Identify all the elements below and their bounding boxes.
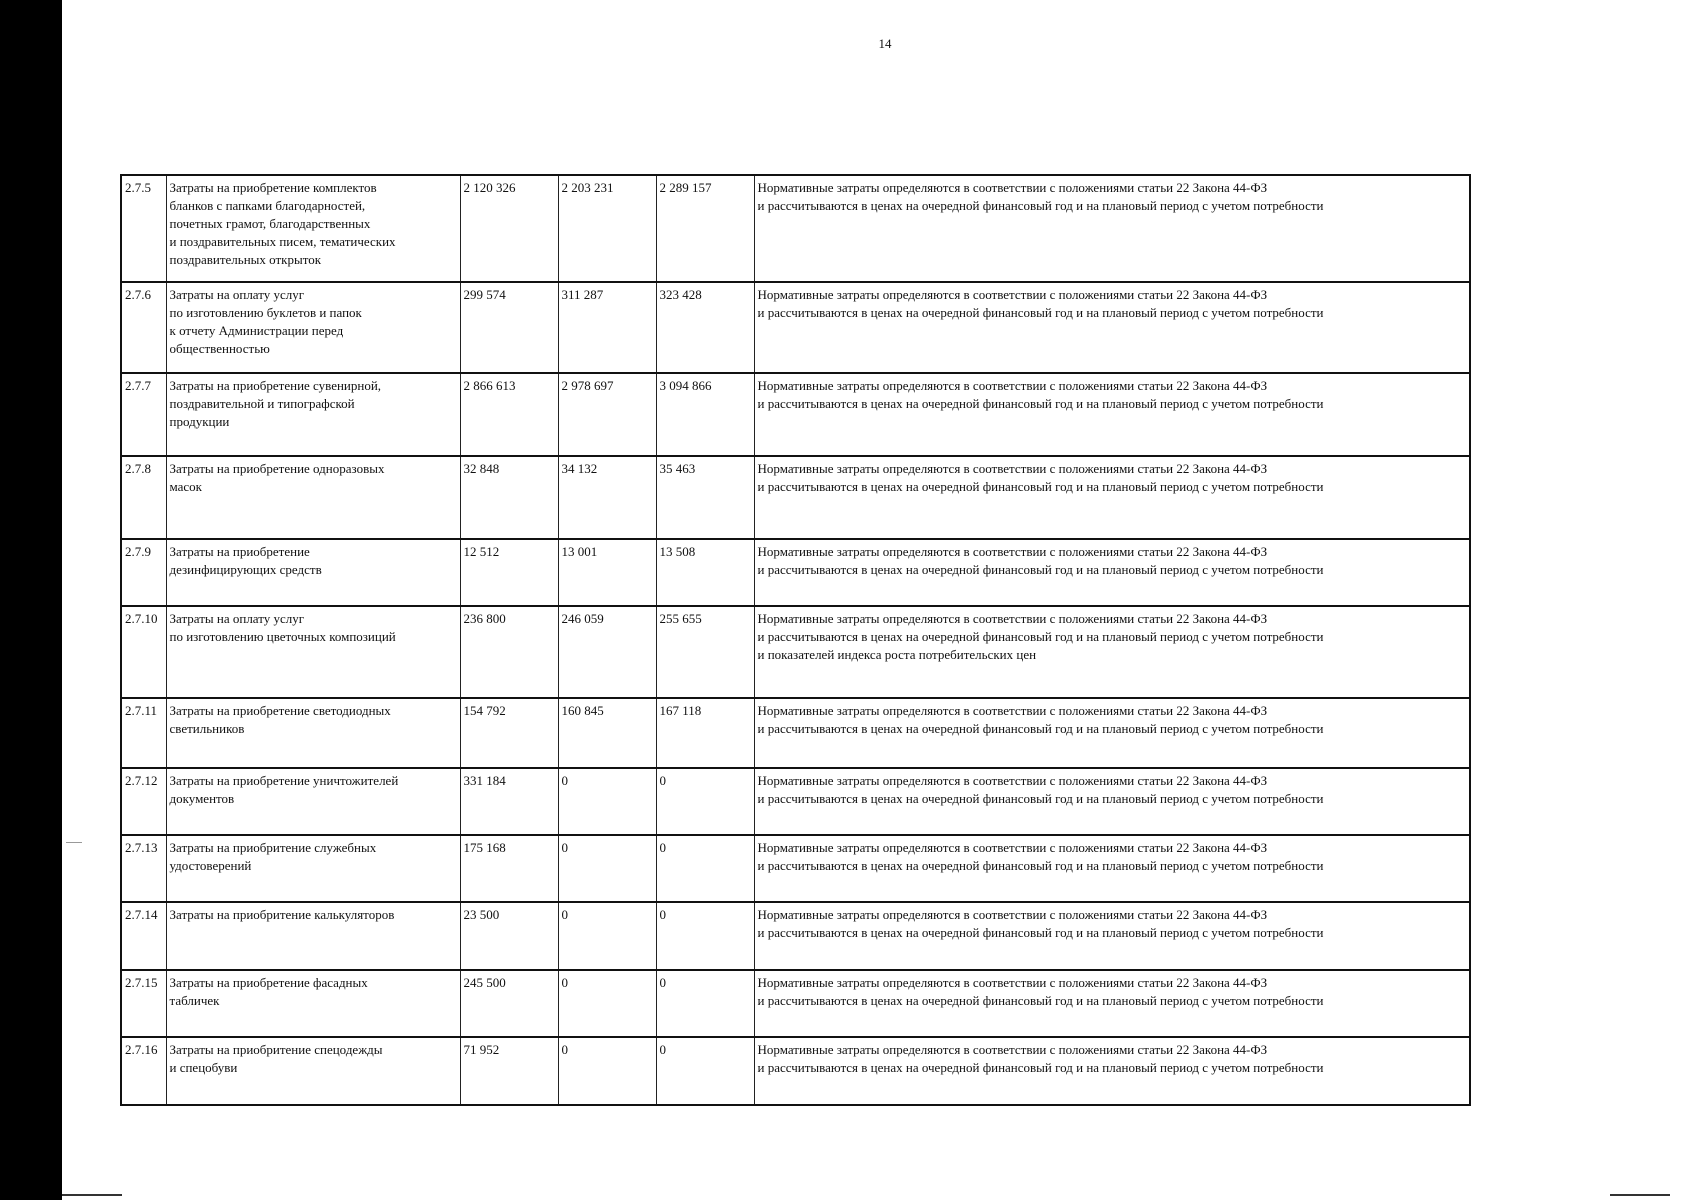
scan-edge-bar <box>0 0 62 1200</box>
row-name-line: по изготовлению буклетов и папок <box>169 305 362 320</box>
page-number: 14 <box>878 36 892 51</box>
row-value-year1-cell: 23 500 <box>460 902 558 970</box>
table-row <box>121 902 1470 970</box>
row-code-cell: 2.7.5 <box>121 175 166 282</box>
row-note-line: и рассчитываются в ценах на очередной финансовый год и на плановый период с учетом потребности <box>757 721 1324 736</box>
row-note-line: и рассчитываются в ценах на очередной финансовый год и на плановый период с учетом потребности <box>757 925 1324 940</box>
row-name-line: Затраты на оплату услуг <box>169 611 305 626</box>
row-note-line: Нормативные затраты определяются в соответствии с положениями статьи 22 Закона 44-ФЗ <box>757 840 1268 855</box>
table-row <box>121 606 1470 698</box>
row-value-year2-cell: 13 001 <box>558 539 656 606</box>
row-name-line: к отчету Администрации перед <box>169 323 344 338</box>
row-note-line: Нормативные затраты определяются в соответствии с положениями статьи 22 Закона 44-ФЗ <box>757 703 1268 718</box>
row-code-cell: 2.7.16 <box>121 1037 166 1105</box>
row-note-cell <box>754 698 1470 768</box>
row-name-line: Затраты на приобретение сувенирной, <box>169 378 382 393</box>
row-note-cell <box>754 1037 1470 1105</box>
row-name-line: удостоверений <box>169 858 252 873</box>
row-value-year3-cell: 35 463 <box>656 456 754 539</box>
row-name-line: почетных грамот, благодарственных <box>169 216 371 231</box>
row-code-cell: 2.7.12 <box>121 768 166 835</box>
row-name-line: поздравительной и типографской <box>169 396 355 411</box>
table-body <box>121 175 1470 1105</box>
row-code-cell: 2.7.10 <box>121 606 166 698</box>
row-name-line: продукции <box>169 414 230 429</box>
row-name-line: Затраты на приобретение светодиодных <box>169 703 391 718</box>
row-note-line: Нормативные затраты определяются в соответствии с положениями статьи 22 Закона 44-ФЗ <box>757 180 1268 195</box>
row-note-line: Нормативные затраты определяются в соответствии с положениями статьи 22 Закона 44-ФЗ <box>757 378 1268 393</box>
row-code-cell: 2.7.6 <box>121 282 166 373</box>
row-code-cell: 2.7.8 <box>121 456 166 539</box>
row-name-line: масок <box>169 479 202 494</box>
row-code-cell: 2.7.7 <box>121 373 166 456</box>
row-note-cell <box>754 970 1470 1037</box>
row-name-cell <box>166 539 460 606</box>
scan-mark <box>66 842 82 843</box>
row-value-year2-cell: 0 <box>558 1037 656 1105</box>
row-name-line: бланков с папками благодарностей, <box>169 198 366 213</box>
row-value-year1-cell: 236 800 <box>460 606 558 698</box>
row-name-line: Затраты на приобретение фасадных <box>169 975 368 990</box>
row-value-year1-cell: 245 500 <box>460 970 558 1037</box>
row-value-year3-cell: 255 655 <box>656 606 754 698</box>
row-name-line: Затраты на приобретение уничтожителей <box>169 773 399 788</box>
row-name-line: Затраты на приобритение спецодежды <box>169 1042 383 1057</box>
row-note-cell <box>754 539 1470 606</box>
row-name-cell <box>166 902 460 970</box>
row-value-year1-cell: 299 574 <box>460 282 558 373</box>
row-name-line: Затраты на приобретение одноразовых <box>169 461 385 476</box>
row-note-line: и рассчитываются в ценах на очередной финансовый год и на плановый период с учетом потребности <box>757 1060 1324 1075</box>
row-name-cell <box>166 282 460 373</box>
row-name-cell <box>166 606 460 698</box>
table-row <box>121 282 1470 373</box>
row-note-line: Нормативные затраты определяются в соответствии с положениями статьи 22 Закона 44-ФЗ <box>757 975 1268 990</box>
row-name-line: документов <box>169 791 235 806</box>
row-value-year2-cell: 34 132 <box>558 456 656 539</box>
row-value-year1-cell: 71 952 <box>460 1037 558 1105</box>
row-note-line: и рассчитываются в ценах на очередной финансовый год и на плановый период с учетом потребности <box>757 396 1324 411</box>
table-row <box>121 835 1470 902</box>
row-value-year3-cell: 0 <box>656 835 754 902</box>
table-row <box>121 1037 1470 1105</box>
row-note-cell <box>754 835 1470 902</box>
row-value-year2-cell: 0 <box>558 768 656 835</box>
row-note-line: Нормативные затраты определяются в соответствии с положениями статьи 22 Закона 44-ФЗ <box>757 287 1268 302</box>
row-note-line: и рассчитываются в ценах на очередной финансовый год и на плановый период с учетом потребности <box>757 629 1324 644</box>
row-name-line: светильников <box>169 721 245 736</box>
row-name-cell <box>166 835 460 902</box>
row-note-cell <box>754 902 1470 970</box>
row-name-line: Затраты на приобритение калькуляторов <box>169 907 395 922</box>
row-note-line: Нормативные затраты определяются в соответствии с положениями статьи 22 Закона 44-ФЗ <box>757 461 1268 476</box>
row-value-year3-cell: 0 <box>656 902 754 970</box>
cost-norms-table <box>120 174 1471 1106</box>
row-name-line: общественностью <box>169 341 270 356</box>
table-row <box>121 456 1470 539</box>
table-row <box>121 373 1470 456</box>
row-name-line: Затраты на оплату услуг <box>169 287 305 302</box>
table-row <box>121 539 1470 606</box>
row-value-year3-cell: 0 <box>656 768 754 835</box>
scan-bottom-line-left <box>62 1194 122 1196</box>
row-note-line: и показателей индекса роста потребительских цен <box>757 647 1037 662</box>
row-value-year1-cell: 32 848 <box>460 456 558 539</box>
scan-bottom-line-right <box>1610 1194 1670 1196</box>
row-value-year1-cell: 12 512 <box>460 539 558 606</box>
row-note-cell <box>754 768 1470 835</box>
row-note-cell <box>754 456 1470 539</box>
row-value-year2-cell: 311 287 <box>558 282 656 373</box>
row-value-year2-cell: 0 <box>558 970 656 1037</box>
row-name-cell <box>166 768 460 835</box>
row-name-line: дезинфицирующих средств <box>169 562 322 577</box>
row-name-line: Затраты на приобритение служебных <box>169 840 377 855</box>
table-row <box>121 768 1470 835</box>
row-value-year2-cell: 2 978 697 <box>558 373 656 456</box>
row-name-cell <box>166 970 460 1037</box>
row-value-year3-cell: 323 428 <box>656 282 754 373</box>
row-note-line: и рассчитываются в ценах на очередной финансовый год и на плановый период с учетом потребности <box>757 562 1324 577</box>
row-note-line: и рассчитываются в ценах на очередной финансовый год и на плановый период с учетом потребности <box>757 198 1324 213</box>
row-value-year3-cell: 0 <box>656 1037 754 1105</box>
row-value-year1-cell: 2 866 613 <box>460 373 558 456</box>
row-value-year1-cell: 2 120 326 <box>460 175 558 282</box>
row-name-cell <box>166 456 460 539</box>
row-code-cell: 2.7.11 <box>121 698 166 768</box>
row-value-year3-cell: 2 289 157 <box>656 175 754 282</box>
row-value-year2-cell: 0 <box>558 902 656 970</box>
row-note-line: Нормативные затраты определяются в соответствии с положениями статьи 22 Закона 44-ФЗ <box>757 611 1268 626</box>
table-row <box>121 698 1470 768</box>
row-value-year3-cell: 3 094 866 <box>656 373 754 456</box>
row-name-line: Затраты на приобретение <box>169 544 310 559</box>
row-note-line: и рассчитываются в ценах на очередной финансовый год и на плановый период с учетом потребности <box>757 858 1324 873</box>
row-name-line: Затраты на приобретение комплектов <box>169 180 377 195</box>
row-note-cell <box>754 606 1470 698</box>
row-note-line: и рассчитываются в ценах на очередной финансовый год и на плановый период с учетом потребности <box>757 791 1324 806</box>
row-note-line: и рассчитываются в ценах на очередной финансовый год и на плановый период с учетом потребности <box>757 993 1324 1008</box>
row-note-cell <box>754 373 1470 456</box>
row-note-line: Нормативные затраты определяются в соответствии с положениями статьи 22 Закона 44-ФЗ <box>757 1042 1268 1057</box>
row-name-cell <box>166 698 460 768</box>
row-value-year1-cell: 175 168 <box>460 835 558 902</box>
row-value-year3-cell: 0 <box>656 970 754 1037</box>
row-note-line: Нормативные затраты определяются в соответствии с положениями статьи 22 Закона 44-ФЗ <box>757 907 1268 922</box>
row-code-cell: 2.7.13 <box>121 835 166 902</box>
row-value-year3-cell: 13 508 <box>656 539 754 606</box>
row-name-line: поздравительных открыток <box>169 252 322 267</box>
row-name-line: и поздравительных писем, тематических <box>169 234 396 249</box>
row-name-line: по изготовлению цветочных композиций <box>169 629 396 644</box>
row-note-line: и рассчитываются в ценах на очередной финансовый год и на плановый период с учетом потребности <box>757 479 1324 494</box>
row-code-cell: 2.7.15 <box>121 970 166 1037</box>
row-name-line: табличек <box>169 993 220 1008</box>
row-value-year2-cell: 0 <box>558 835 656 902</box>
row-note-cell <box>754 175 1470 282</box>
row-note-line: Нормативные затраты определяются в соответствии с положениями статьи 22 Закона 44-ФЗ <box>757 773 1268 788</box>
table-row <box>121 970 1470 1037</box>
row-name-line: и спецобуви <box>169 1060 238 1075</box>
row-note-line: Нормативные затраты определяются в соответствии с положениями статьи 22 Закона 44-ФЗ <box>757 544 1268 559</box>
row-name-cell <box>166 373 460 456</box>
row-code-cell: 2.7.9 <box>121 539 166 606</box>
row-value-year1-cell: 331 184 <box>460 768 558 835</box>
row-value-year2-cell: 246 059 <box>558 606 656 698</box>
row-value-year3-cell: 167 118 <box>656 698 754 768</box>
row-value-year2-cell: 2 203 231 <box>558 175 656 282</box>
table-row <box>121 175 1470 282</box>
row-value-year2-cell: 160 845 <box>558 698 656 768</box>
row-code-cell: 2.7.14 <box>121 902 166 970</box>
row-value-year1-cell: 154 792 <box>460 698 558 768</box>
row-name-cell <box>166 1037 460 1105</box>
row-note-cell <box>754 282 1470 373</box>
row-name-cell <box>166 175 460 282</box>
row-note-line: и рассчитываются в ценах на очередной финансовый год и на плановый период с учетом потребности <box>757 305 1324 320</box>
